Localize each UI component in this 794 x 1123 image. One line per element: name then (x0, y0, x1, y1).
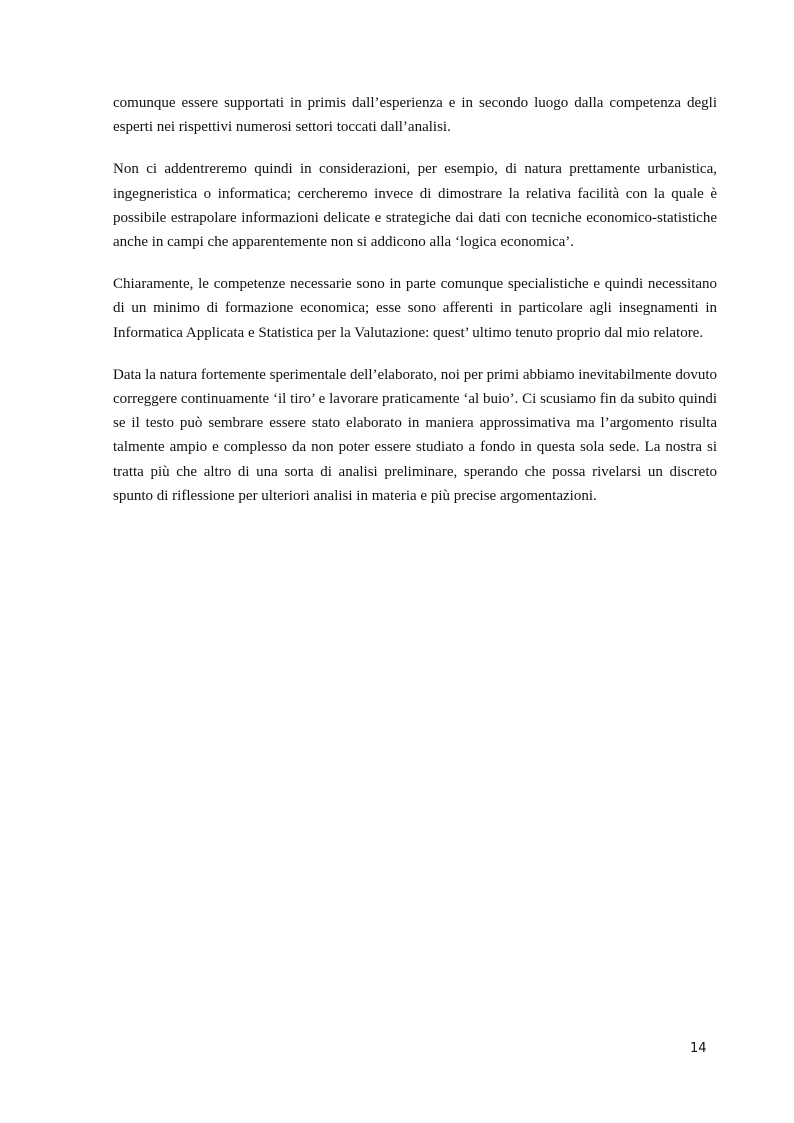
page-number: 14 (690, 1041, 707, 1056)
paragraph-2: Non ci addentreremo quindi in considerazioni, per esempio, di natura prettamente urbanistica, ingegneristica o informatica; cercheremo invece di dimostrare la relativa facilità con la quale è possibile estrapolare informazioni delicate e strategiche dai dati con tecniche economico-statistiche anche in campi che apparentemente non si addicono alla ‘logica economica’. (113, 161, 717, 251)
paragraph-3: Chiaramente, le competenze necessarie sono in parte comunque specialistiche e quindi necessitano di un minimo di formazione economica; esse sono afferenti in particolare agli insegnamenti in Informatica Applicata e Statistica per la Valutazione: quest’ ultimo tenuto proprio dal mio relatore. (113, 276, 717, 341)
paragraph-1: comunque essere supportati in primis dall’esperienza e in secondo luogo dalla competenza degli esperti nei rispettivi numerosi settori toccati dall’analisi. (113, 95, 717, 136)
paragraph-4: Data la natura fortemente sperimentale dell’elaborato, noi per primi abbiamo inevitabilmente dovuto correggere continuamente ‘il tiro’ e lavorare praticamente ‘al buio’. Ci scusiamo fin da subito quindi se il testo può sembrare essere stato elaborato in maniera approssimativa ma l’argomento risulta talmente ampio e complesso da non poter essere studiato a fondo in questa sola sede. La nostra si tratta più che altro di una sorta di analisi preliminare, sperando che possa rivelarsi un discreto spunto di riflessione per ulteriori analisi in materia e più precise argomentazioni. (113, 366, 717, 504)
body-text (113, 91, 717, 526)
